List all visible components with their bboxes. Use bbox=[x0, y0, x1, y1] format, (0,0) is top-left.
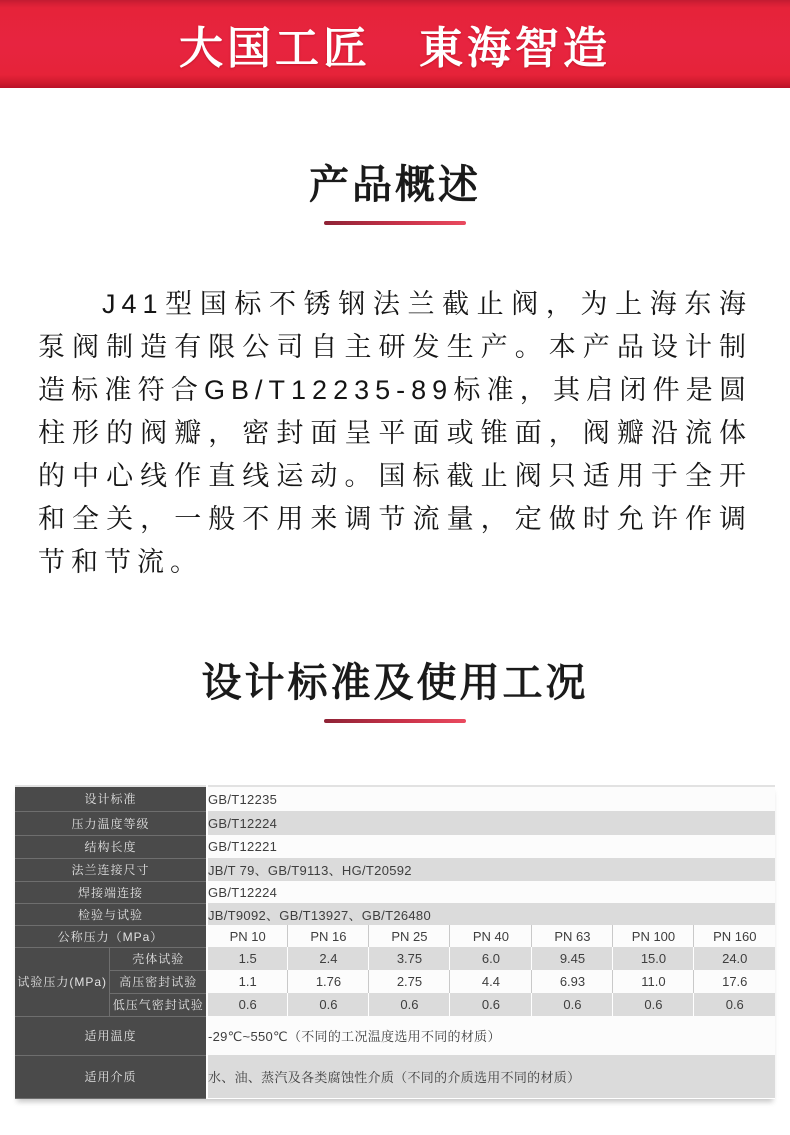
product-description: J41型国标不锈钢法兰截止阀，为上海东海泵阀制造有限公司自主研发生产。本产品设计制造标准符合GB/T12235-89标准，其启闭件是圆柱形的阀瓣，密封面呈平面或锥面，阀瓣沿流体的中心线作直线运动。国标截止阀只适用于全开和全关，一般不用来调节流量，定做时允许作调节和节流。 bbox=[38, 289, 752, 577]
pn-cell: PN 63 bbox=[532, 925, 613, 947]
spec-value: GB/T12235 bbox=[207, 791, 278, 807]
spec-label: 焊接端连接 bbox=[15, 881, 207, 903]
value-cell: 0.6 bbox=[288, 993, 369, 1016]
value-cell: 1.5 bbox=[207, 947, 288, 970]
pn-cell: PN 100 bbox=[613, 925, 694, 947]
spec-value: GB/T12221 bbox=[207, 839, 278, 854]
spec-label: 设计标准 bbox=[15, 786, 207, 811]
value-cell: 0.6 bbox=[450, 993, 532, 1016]
value-cell: 11.0 bbox=[613, 970, 694, 993]
spec-sublabel: 壳体试验 bbox=[110, 947, 207, 970]
specs-title: 设计标准及使用工况 bbox=[201, 661, 589, 705]
spec-sublabel: 高压密封试验 bbox=[110, 970, 207, 993]
value-cell: 2.75 bbox=[369, 970, 450, 993]
section-overview bbox=[0, 162, 790, 584]
table-row bbox=[15, 881, 775, 903]
overview-title: 产品概述 bbox=[309, 163, 481, 207]
spec-label: 适用介质 bbox=[15, 1055, 207, 1098]
table-row bbox=[15, 786, 775, 811]
spec-value: 水、油、蒸汽及各类腐蚀性介质（不同的介质选用不同的材质） bbox=[207, 1070, 581, 1085]
value-cell: 1.1 bbox=[207, 970, 288, 993]
value-cell: 6.0 bbox=[450, 947, 532, 970]
value-cell: 15.0 bbox=[613, 947, 694, 970]
value-cell: 3.75 bbox=[369, 947, 450, 970]
spec-table bbox=[15, 785, 775, 1099]
table-row bbox=[15, 858, 775, 881]
table-row-lp-air-seal-test bbox=[15, 993, 775, 1016]
spec-label: 适用温度 bbox=[15, 1016, 207, 1055]
banner-title: 大国工匠 東海智造 bbox=[179, 24, 611, 73]
section-specs bbox=[0, 660, 790, 1099]
spec-label: 压力温度等级 bbox=[15, 811, 207, 835]
pn-cell: PN 25 bbox=[369, 925, 450, 947]
value-cell: 0.6 bbox=[207, 993, 288, 1016]
table-row bbox=[15, 903, 775, 925]
spec-group-label: 试验压力(MPa) bbox=[15, 947, 110, 1016]
value-cell: 17.6 bbox=[694, 970, 775, 993]
spec-label: 公称压力（MPa） bbox=[15, 925, 207, 947]
value-cell: 9.45 bbox=[532, 947, 613, 970]
table-row bbox=[15, 811, 775, 835]
value-cell: 0.6 bbox=[532, 993, 613, 1016]
pn-cell: PN 160 bbox=[694, 925, 775, 947]
value-cell: 24.0 bbox=[694, 947, 775, 970]
pn-cell: PN 40 bbox=[450, 925, 532, 947]
pn-cell: PN 10 bbox=[207, 925, 288, 947]
value-cell: 4.4 bbox=[450, 970, 532, 993]
pn-cell: PN 16 bbox=[288, 925, 369, 947]
table-row-shell-test bbox=[15, 947, 775, 970]
spec-value: JB/T9092、GB/T13927、GB/T26480 bbox=[207, 907, 431, 923]
spec-label: 检验与试验 bbox=[15, 903, 207, 925]
spec-value: -29℃~550℃（不同的工况温度选用不同的材质） bbox=[207, 1029, 501, 1044]
spec-label: 结构长度 bbox=[15, 835, 207, 858]
overview-title-underline bbox=[324, 221, 466, 225]
table-row bbox=[15, 835, 775, 858]
table-row-temperature bbox=[15, 1016, 775, 1055]
spec-value: JB/T 79、GB/T9113、HG/T20592 bbox=[207, 863, 412, 878]
table-row-nominal-pressure bbox=[15, 925, 775, 947]
value-cell: 2.4 bbox=[288, 947, 369, 970]
value-cell: 0.6 bbox=[369, 993, 450, 1016]
table-row-hp-seal-test bbox=[15, 970, 775, 993]
spec-label: 法兰连接尺寸 bbox=[15, 858, 207, 881]
spec-value: GB/T12224 bbox=[207, 884, 278, 900]
value-cell: 0.6 bbox=[613, 993, 694, 1016]
value-cell: 1.76 bbox=[288, 970, 369, 993]
spec-value: GB/T12224 bbox=[207, 815, 278, 831]
table-row-medium bbox=[15, 1055, 775, 1098]
value-cell: 6.93 bbox=[532, 970, 613, 993]
specs-title-underline bbox=[324, 719, 466, 723]
spec-sublabel: 低压气密封试验 bbox=[110, 993, 207, 1016]
banner bbox=[0, 0, 790, 88]
value-cell: 0.6 bbox=[694, 993, 775, 1016]
